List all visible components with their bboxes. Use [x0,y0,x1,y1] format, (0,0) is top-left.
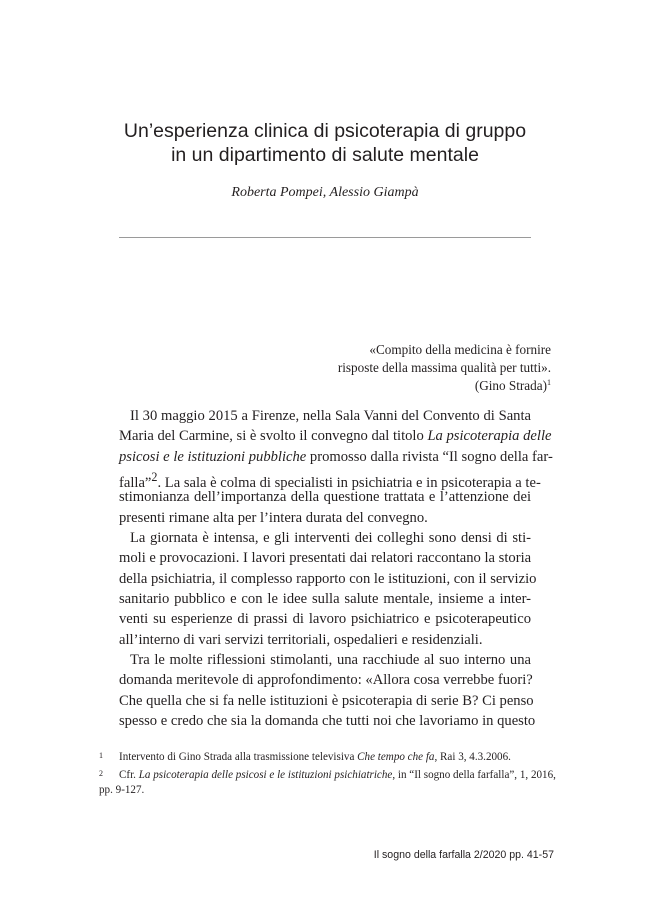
paragraph-line: della psichiatria, il complesso rapporto con le istituzioni, con il servizio [119,570,537,587]
paragraph-line: moli e provocazioni. I lavori presentati dai relatori raccontano la storia [119,550,532,567]
paragraph-line: Tra le molte riflessioni stimolanti, una racchiude al suo interno una [130,652,531,669]
article-title-line-1: Un’esperienza clinica di psicoterapia di gruppo [123,120,527,142]
paragraph-line: Che quella che si fa nelle istituzioni è psicoterapia di serie B? Ci penso [119,692,534,709]
footnote-ref-2[interactable]: 2 [151,470,158,485]
paragraph-line: presenti rimane alta per l’intera durata del convegno. [119,509,428,526]
cited-title: La psicoterapia delle [427,428,552,445]
footnote-number: 1 [99,751,103,760]
epigraph-author: (Gino Strada) [474,378,547,393]
paragraph-line: La giornata è intensa, e gli interventi dei colleghi sono densi di sti- [130,530,531,547]
epigraph-line-1: «Compito della medicina è fornire [369,342,551,357]
article-title [60,119,590,167]
article-authors: Roberta Pompei, Alessio Giampà [231,185,419,200]
paragraph-line: all’interno di vari servizi territoriali, ospedalieri e residenziali. [119,631,483,648]
footnote-number: 2 [99,769,103,778]
epigraph-attribution [475,377,551,395]
article-title-line-2: in un dipartimento di salute mentale [171,144,479,166]
paragraph-line: Il 30 maggio 2015 a Firenze, nella Sala Vanni del Convento di Santa [130,408,531,424]
paragraph-line: Maria del Carmine, si è svolto il convegno dal titolo La psicoterapia delle [119,428,552,445]
cited-title: psicosi e le istituzioni pubbliche [119,448,307,465]
paragraph-line: stimonianza dell’importanza della questione trattata e l’attenzione dei [119,489,531,506]
paragraph-line: spesso e credo che sia la domanda che tutti noi che lavoriamo in questo [119,713,536,730]
article-body [119,406,553,732]
paragraph-line: sanitario pubblico e con le idee sulla salute mentale, insieme a inter- [119,591,531,608]
paragraph-line: domanda meritevole di approfondimento: «Allora cosa verrebbe fuori? [119,672,533,689]
paragraph-line: venti su esperienze di prassi di lavoro psichiatrico e psicoterapeutico [119,611,531,628]
paragraph-line: falla”$^2$. La sala è colma di specialisti in psichiatria e in psicoterapia a te- [119,470,541,491]
epigraph-line-2: risposte della massima qualità per tutti». [337,360,551,375]
paragraph-line: psicosi e le istituzioni pubbliche promosso dalla rivista “Il sogno della far- [119,448,553,465]
title-divider [119,237,531,238]
footnote-ref-1[interactable]: 1 [547,378,551,387]
running-footer: Il sogno della farfalla 2/2020 pp. 41-57 [373,849,554,861]
